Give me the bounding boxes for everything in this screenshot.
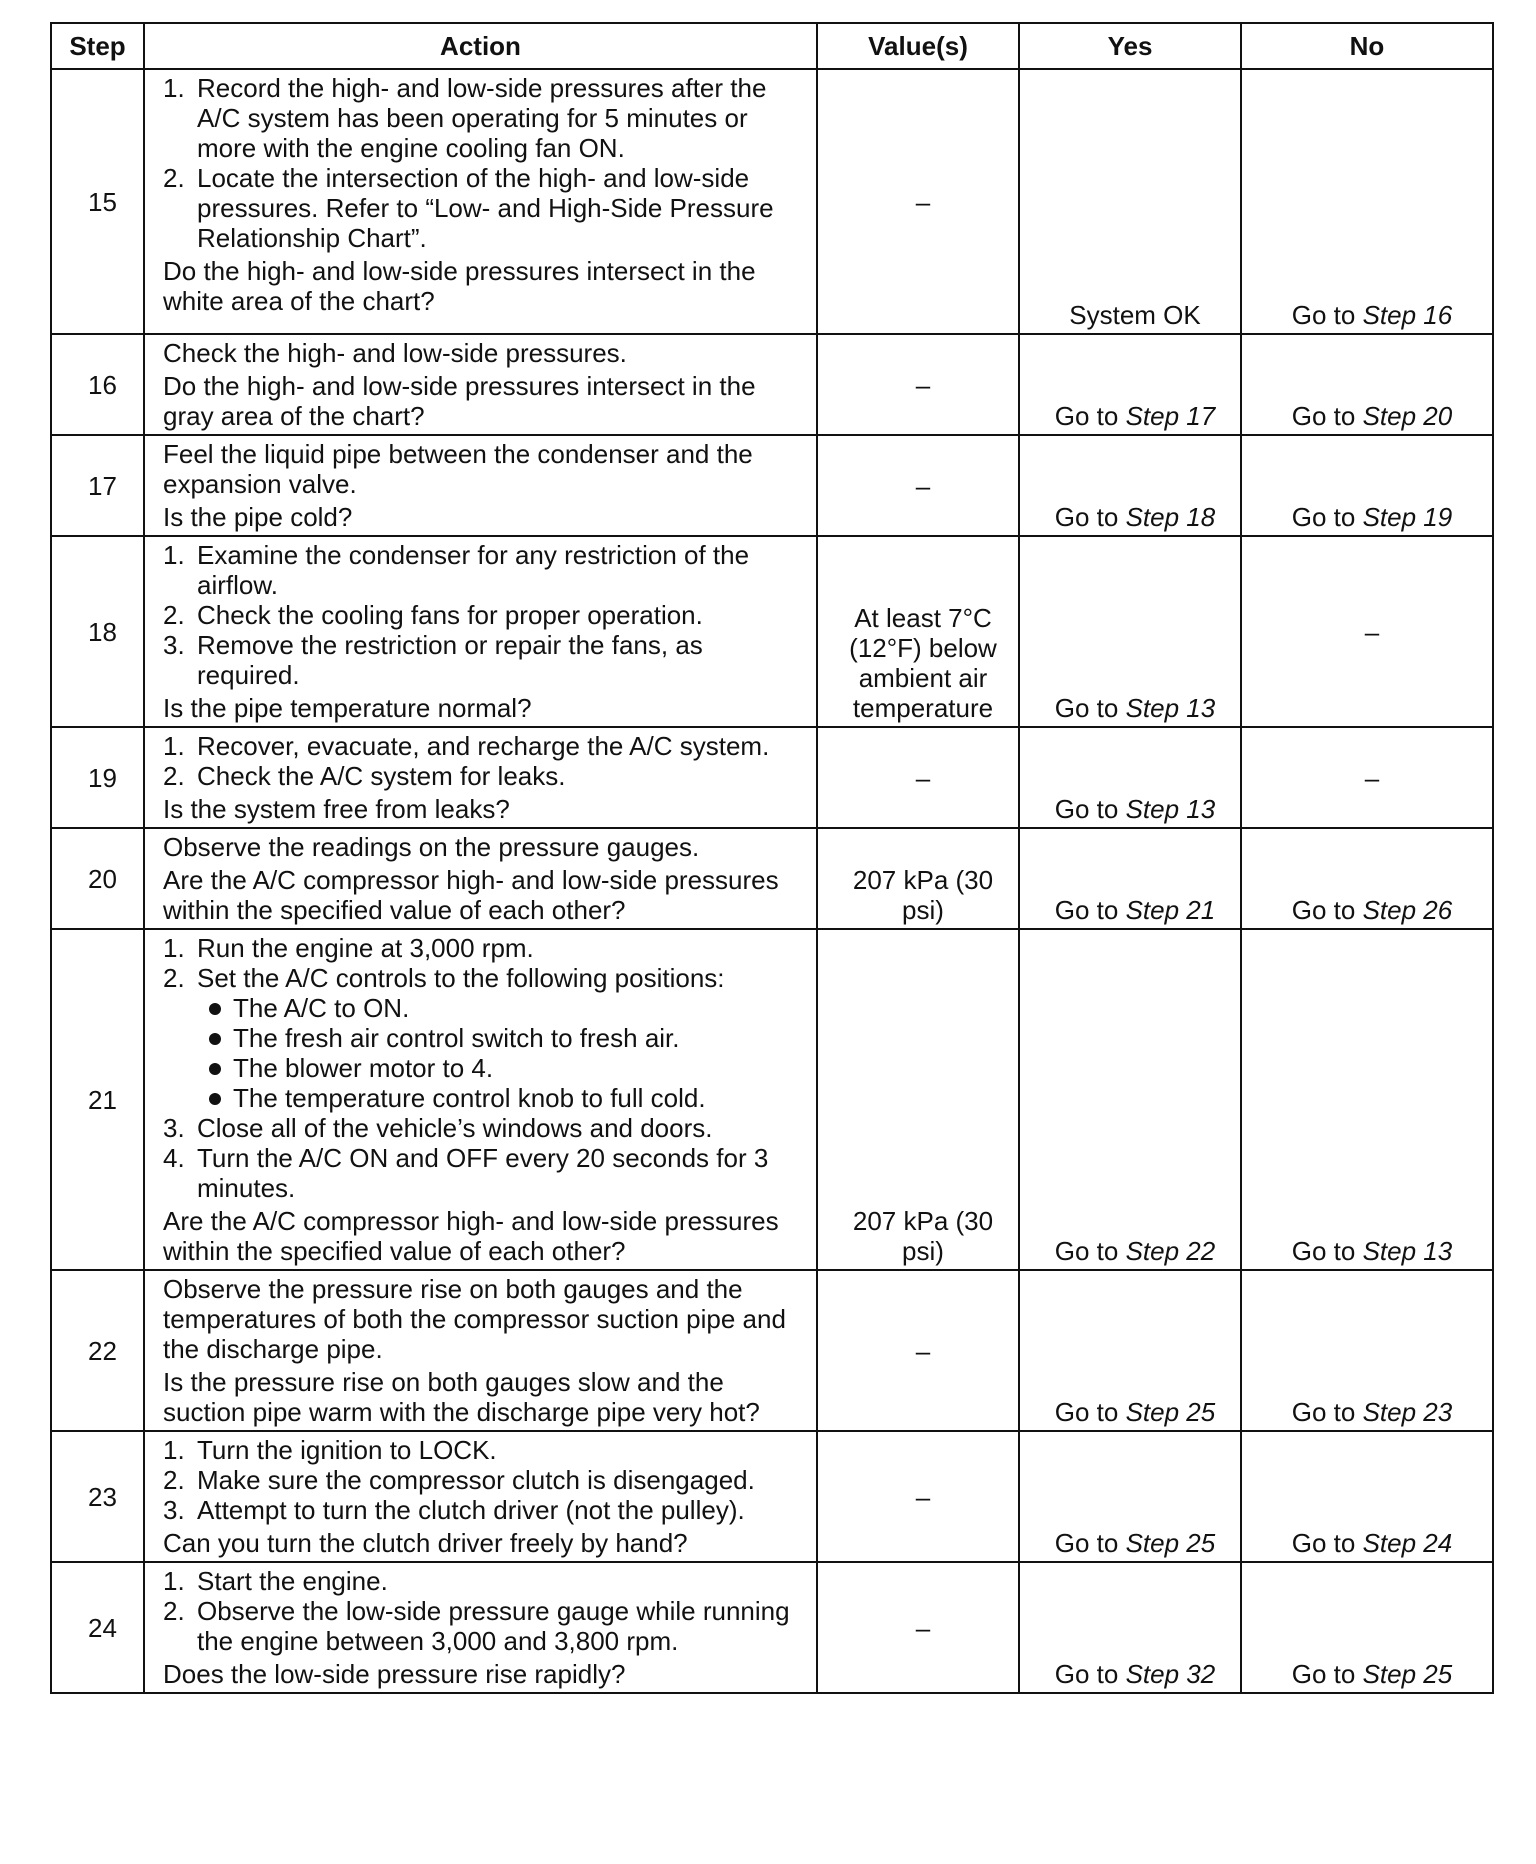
action-cell [144,1270,817,1431]
action-intro: Check the high- and low-side pressures. [163,338,627,368]
value-cell: 207 kPa (30 psi) [817,828,1019,929]
table-body [51,69,1493,1693]
action-step-number: 1. [163,73,185,103]
yes-prefix: Go to [1054,794,1126,824]
bullet-item [197,1083,808,1113]
table-row [51,1270,1493,1431]
header-yes: Yes [1019,23,1241,69]
no-prefix: Go to [1291,502,1363,532]
action-step-body [197,1435,808,1465]
bullet-text: The A/C to ON. [233,993,410,1023]
action-step-body [197,933,808,963]
yes-cell [1019,69,1241,334]
yes-cell [1019,828,1241,929]
no-cell [1241,1562,1493,1693]
no-cell [1241,334,1493,435]
action-step-text: Record the high- and low-side pressures after the A/C system has been operating for 5 minutes or more with the engine cooling fan ON. [197,73,767,163]
no-step-link: Step 13 [1362,1236,1453,1266]
no-cell [1241,727,1493,828]
action-step-body [197,1113,808,1143]
value-cell: – [817,727,1019,828]
no-step-link: Step 26 [1362,895,1453,925]
action-step-item [163,1596,808,1656]
action-step-item [163,963,808,993]
no-result: – [1364,616,1380,647]
action-step-text: Check the A/C system for leaks. [197,761,566,791]
no-prefix: Go to [1291,1528,1363,1558]
no-cell [1241,828,1493,929]
step-number: 17 [51,435,144,536]
action-step-number: 3. [163,630,185,660]
action-question: Are the A/C compressor high- and low-side pressures within the specified value of each other? [163,865,779,925]
no-cell [1241,929,1493,1270]
table-row [51,828,1493,929]
bullet-text: The temperature control knob to full cold. [233,1083,706,1113]
no-result: – [1364,762,1380,793]
yes-cell [1019,334,1241,435]
yes-cell [1019,1562,1241,1693]
action-cell [144,1562,817,1693]
action-step-text: Examine the condenser for any restriction of the airflow. [197,540,750,600]
no-cell [1241,1431,1493,1562]
action-step-body [197,1143,808,1203]
yes-cell [1019,1270,1241,1431]
bullet-item [197,1053,808,1083]
action-intro: Observe the pressure rise on both gauges and the temperatures of both the compressor suction pipe and the discharge pipe. [163,1274,786,1364]
value-cell: 207 kPa (30 psi) [817,929,1019,1270]
action-step-number: 1. [163,1566,185,1596]
action-step-body [197,761,808,791]
action-step-number: 3. [163,1495,185,1525]
step-number: 22 [51,1270,144,1431]
action-cell [144,69,817,334]
action-step-text: Make sure the compressor clutch is disengaged. [197,1465,755,1495]
step-number: 15 [51,69,144,334]
action-step-body [197,73,808,163]
bullet-dot-shape [209,1033,221,1045]
no-step-link: Step 24 [1362,1528,1453,1558]
action-step-text: Run the engine at 3,000 rpm. [197,933,534,963]
bullet-text: The blower motor to 4. [233,1053,494,1083]
no-prefix: Go to [1291,1236,1363,1266]
action-step-number: 2. [163,163,185,193]
action-step-body [197,540,808,600]
action-intro: Feel the liquid pipe between the condenser and the expansion valve. [163,439,753,499]
no-step-link: Step 16 [1362,300,1453,330]
value-cell: – [817,1562,1019,1693]
action-question: Is the pipe temperature normal? [163,693,532,723]
value-cell: At least 7°C (12°F) below ambient air temperature [817,536,1019,727]
yes-step-link: Step 25 [1125,1397,1216,1427]
action-question: Are the A/C compressor high- and low-side pressures within the specified value of each other? [163,1206,779,1266]
header-step: Step [51,23,144,69]
action-step-body [197,1495,808,1525]
action-step-body [197,963,808,993]
action-intro: Observe the readings on the pressure gauges. [163,832,700,862]
action-step-text: Set the A/C controls to the following positions: [197,963,725,993]
action-cell [144,929,817,1270]
value-cell: – [817,1270,1019,1431]
yes-step-link: Step 22 [1125,1236,1216,1266]
action-cell [144,536,817,727]
bullet-dot-shape [209,1063,221,1075]
action-step-body [197,1465,808,1495]
action-step-number: 2. [163,761,185,791]
value-cell: – [817,69,1019,334]
no-prefix: Go to [1291,895,1363,925]
step-number: 19 [51,727,144,828]
yes-step-link: Step 13 [1125,693,1216,723]
action-step-body [197,1596,808,1656]
yes-cell [1019,536,1241,727]
action-step-item [163,731,808,761]
step-number: 23 [51,1431,144,1562]
action-step-body [197,731,808,761]
no-cell [1241,435,1493,536]
header-row [51,23,1493,69]
action-step-text: Close all of the vehicle’s windows and doors. [197,1113,713,1143]
diagnostic-table-page [50,22,1492,1694]
yes-prefix: Go to [1054,401,1126,431]
action-step-body [197,630,808,690]
yes-step-link: Step 32 [1125,1659,1216,1689]
diagnostic-table [50,22,1494,1694]
action-cell [144,1431,817,1562]
action-cell [144,727,817,828]
action-step-item [163,1435,808,1465]
no-prefix: Go to [1291,1397,1363,1427]
value-cell: – [817,1431,1019,1562]
no-cell [1241,69,1493,334]
action-step-text: Check the cooling fans for proper operation. [197,600,703,630]
action-step-number: 3. [163,1113,185,1143]
yes-result: System OK [1069,300,1201,330]
bullet-dot-icon [197,1023,233,1053]
action-step-item [163,1495,808,1525]
action-step-item [163,933,808,963]
table-row [51,929,1493,1270]
bullet-dot-icon [197,993,233,1023]
action-step-number: 1. [163,540,185,570]
action-step-item [163,540,808,600]
no-prefix: Go to [1291,401,1363,431]
no-step-link: Step 20 [1362,401,1453,431]
yes-prefix: Go to [1054,1659,1126,1689]
action-step-item [163,1566,808,1596]
action-question: Is the pressure rise on both gauges slow and the suction pipe warm with the discharge pipe very hot? [163,1367,760,1427]
action-step-text: Attempt to turn the clutch driver (not the pulley). [197,1495,745,1525]
table-row [51,1431,1493,1562]
bullet-item [197,993,808,1023]
action-step-number: 2. [163,1596,185,1626]
yes-cell [1019,929,1241,1270]
action-step-item [163,73,808,163]
header-action: Action [144,23,817,69]
action-step-text: Recover, evacuate, and recharge the A/C system. [197,731,770,761]
action-cell [144,435,817,536]
action-step-item [163,761,808,791]
action-step-body [197,600,808,630]
yes-prefix: Go to [1054,1236,1126,1266]
bullet-text: The fresh air control switch to fresh air. [233,1023,680,1053]
action-step-item [163,600,808,630]
header-values: Value(s) [817,23,1019,69]
action-question: Do the high- and low-side pressures intersect in the gray area of the chart? [163,371,756,431]
action-step-text: Remove the restriction or repair the fans, as required. [197,630,703,690]
action-step-number: 4. [163,1143,185,1173]
bullet-dot-shape [209,1003,221,1015]
action-step-body [197,163,808,253]
yes-step-link: Step 21 [1125,895,1216,925]
table-row [51,435,1493,536]
action-step-item [163,630,808,690]
yes-prefix: Go to [1054,1528,1126,1558]
bullet-item [197,1023,808,1053]
action-step-text: Observe the low-side pressure gauge while running the engine between 3,000 and 3,800 rpm. [197,1596,790,1656]
yes-step-link: Step 17 [1125,401,1216,431]
action-step-body [197,1566,808,1596]
yes-prefix: Go to [1054,1397,1126,1427]
action-step-item [163,1143,808,1203]
action-step-item [163,1465,808,1495]
bullet-dot-icon [197,1083,233,1113]
action-step-text: Locate the intersection of the high- and low-side pressures. Refer to “Low- and High-Side Pressure Relationship Chart”. [197,163,774,253]
no-step-link: Step 23 [1362,1397,1453,1427]
step-number: 24 [51,1562,144,1693]
action-step-text: Start the engine. [197,1566,388,1596]
yes-cell [1019,727,1241,828]
action-question: Do the high- and low-side pressures intersect in the white area of the chart? [163,256,756,316]
yes-step-link: Step 13 [1125,794,1216,824]
no-prefix: Go to [1291,300,1363,330]
action-question: Can you turn the clutch driver freely by hand? [163,1528,688,1558]
yes-prefix: Go to [1054,693,1126,723]
yes-prefix: Go to [1054,895,1126,925]
yes-cell [1019,1431,1241,1562]
action-cell [144,334,817,435]
action-question: Is the system free from leaks? [163,794,510,824]
bullet-dot-shape [209,1093,221,1105]
action-step-number: 1. [163,731,185,761]
value-cell: – [817,435,1019,536]
yes-step-link: Step 25 [1125,1528,1216,1558]
bullet-dot-icon [197,1053,233,1083]
yes-prefix: Go to [1054,502,1126,532]
step-number: 21 [51,929,144,1270]
value-cell: – [817,334,1019,435]
step-number: 20 [51,828,144,929]
table-row [51,334,1493,435]
action-step-number: 1. [163,933,185,963]
table-row [51,69,1493,334]
step-number: 18 [51,536,144,727]
action-step-number: 1. [163,1435,185,1465]
action-cell [144,828,817,929]
yes-cell [1019,435,1241,536]
no-prefix: Go to [1291,1659,1363,1689]
table-row [51,727,1493,828]
table-row [51,536,1493,727]
no-cell [1241,1270,1493,1431]
bullet-list [163,993,808,1113]
action-step-number: 2. [163,600,185,630]
table-row [51,1562,1493,1693]
step-number: 16 [51,334,144,435]
action-step-item [163,163,808,253]
header-no: No [1241,23,1493,69]
action-question: Does the low-side pressure rise rapidly? [163,1659,626,1689]
no-step-link: Step 19 [1362,502,1453,532]
no-cell [1241,536,1493,727]
yes-step-link: Step 18 [1125,502,1216,532]
no-step-link: Step 25 [1362,1659,1453,1689]
action-step-text: Turn the A/C ON and OFF every 20 seconds for 3 minutes. [197,1143,769,1203]
action-step-item [163,1113,808,1143]
action-step-number: 2. [163,1465,185,1495]
action-step-text: Turn the ignition to LOCK. [197,1435,497,1465]
action-step-number: 2. [163,963,185,993]
action-question: Is the pipe cold? [163,502,353,532]
